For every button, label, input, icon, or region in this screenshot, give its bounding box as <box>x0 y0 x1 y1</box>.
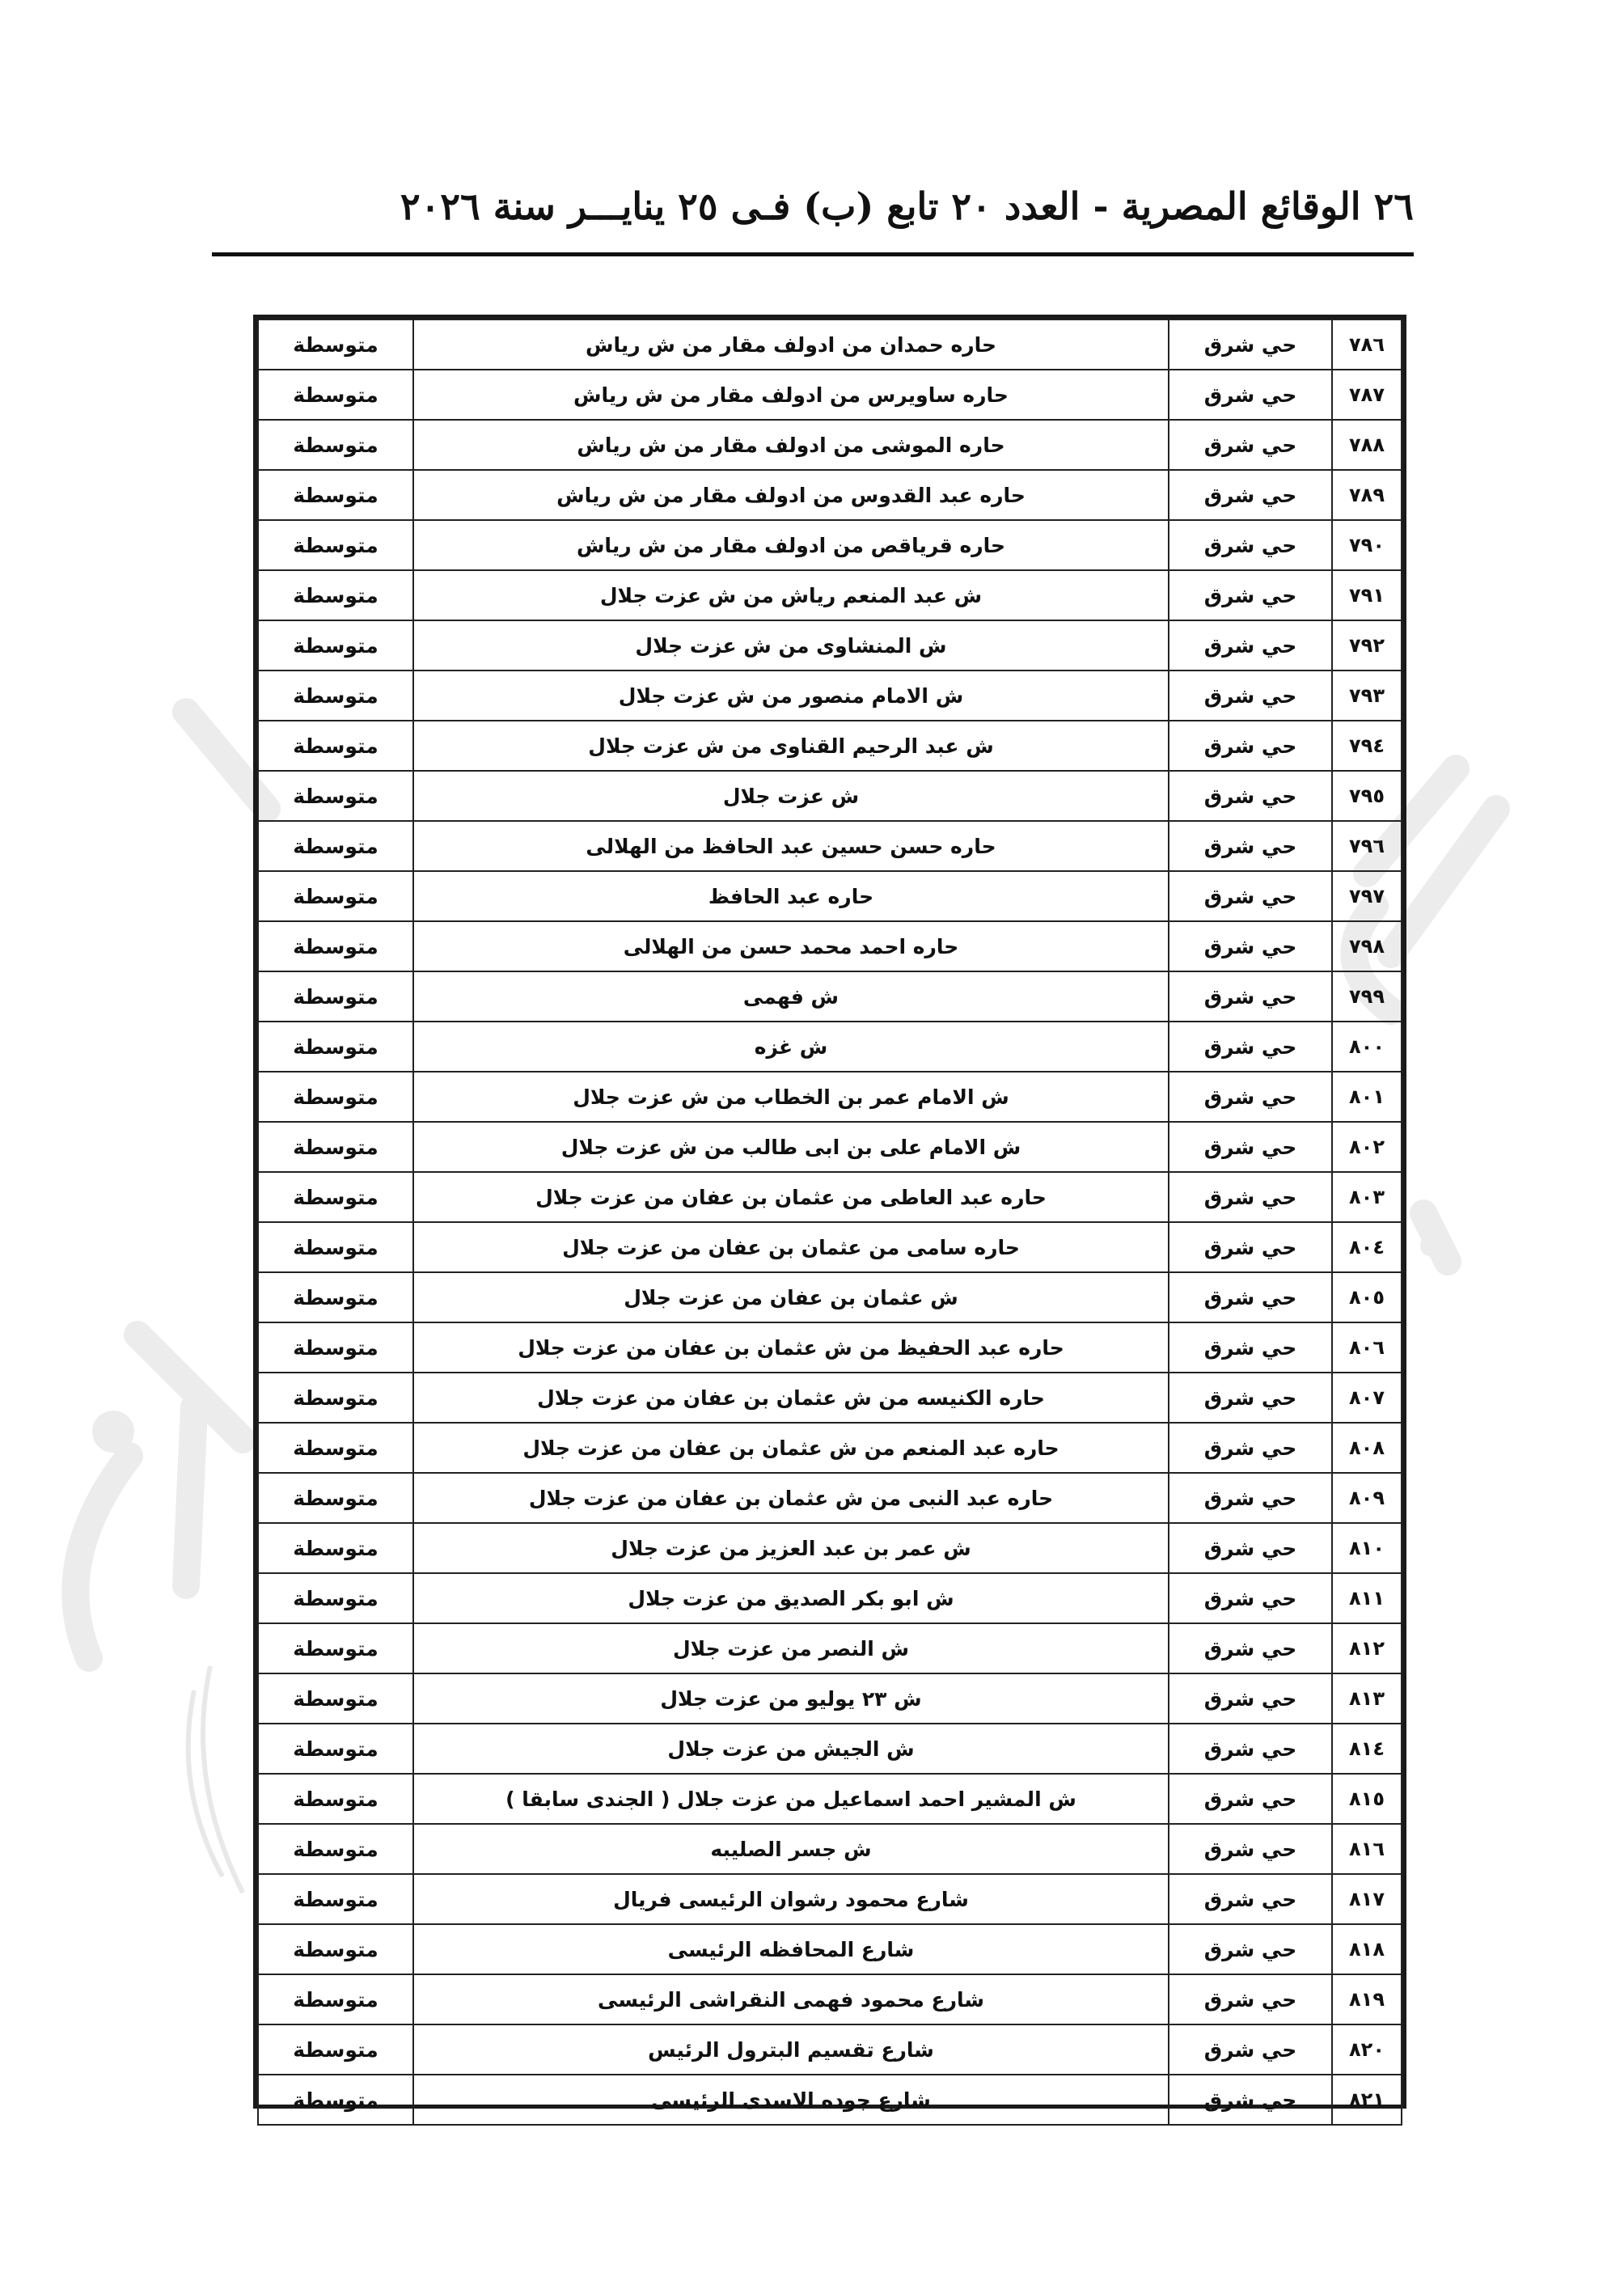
category-cell: متوسطة <box>258 871 413 921</box>
category-cell: متوسطة <box>258 1523 413 1573</box>
district-cell: حي شرق <box>1169 370 1332 420</box>
row-number: ٧٩٤ <box>1332 721 1402 771</box>
table-row <box>258 470 1402 520</box>
district-cell: حي شرق <box>1169 821 1332 871</box>
table-row <box>258 1072 1402 1122</box>
table-row <box>258 771 1402 821</box>
district-cell: حي شرق <box>1169 1774 1332 1824</box>
district-cell: حي شرق <box>1169 620 1332 671</box>
table-row <box>258 1222 1402 1272</box>
street-name-cell: حاره عبد النبى من ش عثمان بن عفان من عزت جلال <box>413 1473 1169 1523</box>
street-name-cell: شارع محمود رشوان الرئيسى فريال <box>413 1874 1169 1924</box>
category-cell: متوسطة <box>258 1373 413 1423</box>
street-name-cell: حاره عبد الحفيظ من ش عثمان بن عفان من عزت جلال <box>413 1322 1169 1373</box>
row-number: ٨٢٠ <box>1332 2024 1402 2075</box>
district-cell: حي شرق <box>1169 1974 1332 2024</box>
category-cell: متوسطة <box>258 1924 413 1974</box>
table-row <box>258 620 1402 671</box>
street-name-cell: ش جسر الصليبه <box>413 1824 1169 1874</box>
district-cell: حي شرق <box>1169 570 1332 620</box>
district-cell: حي شرق <box>1169 721 1332 771</box>
table-row <box>258 1874 1402 1924</box>
category-cell: متوسطة <box>258 1673 413 1724</box>
row-number: ٨٠٥ <box>1332 1272 1402 1322</box>
street-name-cell: حاره قرياقص من ادولف مقار من ش رياش <box>413 520 1169 570</box>
street-name-cell: حاره الكنيسه من ش عثمان بن عفان من عزت جلال <box>413 1373 1169 1423</box>
row-number: ٨٢١ <box>1332 2075 1402 2125</box>
row-number: ٨١٩ <box>1332 1974 1402 2024</box>
table-row <box>258 1322 1402 1373</box>
street-name-cell: ش عثمان بن عفان من عزت جلال <box>413 1272 1169 1322</box>
row-number: ٧٩٨ <box>1332 921 1402 971</box>
row-number: ٧٨٧ <box>1332 370 1402 420</box>
table-row <box>258 1623 1402 1673</box>
street-name-cell: ش النصر من عزت جلال <box>413 1623 1169 1673</box>
category-cell: متوسطة <box>258 1724 413 1774</box>
table-row <box>258 1724 1402 1774</box>
district-cell: حي شرق <box>1169 520 1332 570</box>
street-name-cell: حاره عبد المنعم من ش عثمان بن عفان من عزت جلال <box>413 1423 1169 1473</box>
category-cell: متوسطة <box>258 370 413 420</box>
district-cell: حي شرق <box>1169 1072 1332 1122</box>
category-cell: متوسطة <box>258 1172 413 1222</box>
category-cell: متوسطة <box>258 1473 413 1523</box>
category-cell: متوسطة <box>258 921 413 971</box>
row-number: ٨٠٩ <box>1332 1473 1402 1523</box>
street-name-cell: ش غزه <box>413 1022 1169 1072</box>
street-name-cell: حاره عبد القدوس من ادولف مقار من ش رياش <box>413 470 1169 520</box>
street-name-cell: شارع تقسيم البترول الرئيس <box>413 2024 1169 2075</box>
table-row <box>258 1473 1402 1523</box>
category-cell: متوسطة <box>258 1774 413 1824</box>
row-number: ٨٠٨ <box>1332 1423 1402 1473</box>
table-row <box>258 520 1402 570</box>
district-cell: حي شرق <box>1169 470 1332 520</box>
table-row <box>258 1974 1402 2024</box>
district-cell: حي شرق <box>1169 1724 1332 1774</box>
district-cell: حي شرق <box>1169 1423 1332 1473</box>
street-name-cell: شارع محمود فهمى النقراشى الرئيسى <box>413 1974 1169 2024</box>
category-cell: متوسطة <box>258 520 413 570</box>
table-row <box>258 1774 1402 1824</box>
category-cell: متوسطة <box>258 1423 413 1473</box>
street-name-cell: ش عزت جلال <box>413 771 1169 821</box>
street-name-cell: حاره عبد العاطى من عثمان بن عفان من عزت جلال <box>413 1172 1169 1222</box>
district-cell: حي شرق <box>1169 1623 1332 1673</box>
category-cell: متوسطة <box>258 1322 413 1373</box>
street-name-cell: ش الامام منصور من ش عزت جلال <box>413 671 1169 721</box>
district-cell: حي شرق <box>1169 2075 1332 2125</box>
category-cell: متوسطة <box>258 1974 413 2024</box>
street-name-cell: ش الجيش من عزت جلال <box>413 1724 1169 1774</box>
street-name-cell: ش الامام عمر بن الخطاب من ش عزت جلال <box>413 1072 1169 1122</box>
district-cell: حي شرق <box>1169 871 1332 921</box>
district-cell: حي شرق <box>1169 1022 1332 1072</box>
district-cell: حي شرق <box>1169 1322 1332 1373</box>
street-name-cell: ش عمر بن عبد العزيز من عزت جلال <box>413 1523 1169 1573</box>
district-cell: حي شرق <box>1169 1272 1332 1322</box>
row-number: ٧٩٧ <box>1332 871 1402 921</box>
category-cell: متوسطة <box>258 420 413 470</box>
row-number: ٧٨٩ <box>1332 470 1402 520</box>
table-row <box>258 370 1402 420</box>
district-cell: حي شرق <box>1169 1573 1332 1623</box>
district-cell: حي شرق <box>1169 1874 1332 1924</box>
table-row <box>258 971 1402 1022</box>
district-cell: حي شرق <box>1169 1172 1332 1222</box>
district-cell: حي شرق <box>1169 1824 1332 1874</box>
streets-table-frame <box>253 315 1406 2112</box>
category-cell: متوسطة <box>258 620 413 671</box>
category-cell: متوسطة <box>258 771 413 821</box>
district-cell: حي شرق <box>1169 1473 1332 1523</box>
category-cell: متوسطة <box>258 1272 413 1322</box>
district-cell: حي شرق <box>1169 420 1332 470</box>
row-number: ٨١٧ <box>1332 1874 1402 1924</box>
table-row <box>258 721 1402 771</box>
street-name-cell: ش المنشاوى من ش عزت جلال <box>413 620 1169 671</box>
category-cell: متوسطة <box>258 2075 413 2125</box>
street-name-cell: ش فهمى <box>413 971 1169 1022</box>
category-cell: متوسطة <box>258 319 413 370</box>
category-cell: متوسطة <box>258 671 413 721</box>
row-number: ٧٩٦ <box>1332 821 1402 871</box>
row-number: ٧٨٦ <box>1332 319 1402 370</box>
row-number: ٨١١ <box>1332 1573 1402 1623</box>
street-name-cell: ش ٢٣ يوليو من عزت جلال <box>413 1673 1169 1724</box>
category-cell: متوسطة <box>258 570 413 620</box>
row-number: ٨١٦ <box>1332 1824 1402 1874</box>
row-number: ٨٠٠ <box>1332 1022 1402 1072</box>
category-cell: متوسطة <box>258 1072 413 1122</box>
table-row <box>258 420 1402 470</box>
row-number: ٨١٣ <box>1332 1673 1402 1724</box>
table-row <box>258 1824 1402 1874</box>
category-cell: متوسطة <box>258 821 413 871</box>
table-row <box>258 570 1402 620</box>
category-cell: متوسطة <box>258 1122 413 1172</box>
row-number: ٧٩٥ <box>1332 771 1402 821</box>
streets-table <box>257 319 1402 2126</box>
row-number: ٧٩٢ <box>1332 620 1402 671</box>
district-cell: حي شرق <box>1169 1673 1332 1724</box>
page-header <box>212 176 1414 249</box>
table-row <box>258 1573 1402 1623</box>
table-row <box>258 921 1402 971</box>
street-name-cell: ش عبد الرحيم القناوى من ش عزت جلال <box>413 721 1169 771</box>
street-name-cell: ش عبد المنعم رياش من ش عزت جلال <box>413 570 1169 620</box>
category-cell: متوسطة <box>258 470 413 520</box>
street-name-cell: حاره حسن حسين عبد الحافظ من الهلالى <box>413 821 1169 871</box>
category-cell: متوسطة <box>258 1222 413 1272</box>
table-row <box>258 671 1402 721</box>
row-number: ٧٩٩ <box>1332 971 1402 1022</box>
street-name-cell: شارع المحافظه الرئيسى <box>413 1924 1169 1974</box>
district-cell: حي شرق <box>1169 1373 1332 1423</box>
table-row <box>258 1022 1402 1072</box>
table-row <box>258 821 1402 871</box>
row-number: ٨١٨ <box>1332 1924 1402 1974</box>
street-name-cell: ش الامام على بن ابى طالب من ش عزت جلال <box>413 1122 1169 1172</box>
district-cell: حي شرق <box>1169 671 1332 721</box>
table-row <box>258 871 1402 921</box>
category-cell: متوسطة <box>258 1022 413 1072</box>
category-cell: متوسطة <box>258 971 413 1022</box>
street-name-cell: حاره الموشى من ادولف مقار من ش رياش <box>413 420 1169 470</box>
category-cell: متوسطة <box>258 1824 413 1874</box>
row-number: ٧٩٠ <box>1332 520 1402 570</box>
table-row <box>258 1373 1402 1423</box>
table-row <box>258 1523 1402 1573</box>
table-row <box>258 1673 1402 1724</box>
street-name-cell: حاره سامى من عثمان بن عفان من عزت جلال <box>413 1222 1169 1272</box>
table-row <box>258 1172 1402 1222</box>
district-cell: حي شرق <box>1169 1122 1332 1172</box>
table-row <box>258 319 1402 370</box>
header-rule <box>212 252 1414 256</box>
row-number: ٨١٠ <box>1332 1523 1402 1573</box>
category-cell: متوسطة <box>258 1874 413 1924</box>
row-number: ٨١٥ <box>1332 1774 1402 1824</box>
district-cell: حي شرق <box>1169 1924 1332 1974</box>
district-cell: حي شرق <box>1169 1523 1332 1573</box>
district-cell: حي شرق <box>1169 1222 1332 1272</box>
table-row <box>258 1423 1402 1473</box>
row-number: ٨١٢ <box>1332 1623 1402 1673</box>
category-cell: متوسطة <box>258 721 413 771</box>
table-row <box>258 2075 1402 2125</box>
district-cell: حي شرق <box>1169 2024 1332 2075</box>
row-number: ٨١٤ <box>1332 1724 1402 1774</box>
street-name-cell: حاره حمدان من ادولف مقار من ش رياش <box>413 319 1169 370</box>
row-number: ٨٠٦ <box>1332 1322 1402 1373</box>
district-cell: حي شرق <box>1169 771 1332 821</box>
table-row <box>258 2024 1402 2075</box>
district-cell: حي شرق <box>1169 971 1332 1022</box>
row-number: ٨٠٣ <box>1332 1172 1402 1222</box>
row-number: ٧٨٨ <box>1332 420 1402 470</box>
district-cell: حي شرق <box>1169 921 1332 971</box>
category-cell: متوسطة <box>258 1623 413 1673</box>
street-name-cell: شارع جوده الاسدى الرئيسى <box>413 2075 1169 2125</box>
row-number: ٨٠١ <box>1332 1072 1402 1122</box>
header-title: ٢٦ الوقائع المصرية - العدد ٢٠ تابع (ب) فـى ٢٥ ينايـــر سنة ٢٠٢٦ <box>400 184 1414 228</box>
streets-table-body <box>258 319 1402 2125</box>
row-number: ٨٠٢ <box>1332 1122 1402 1172</box>
table-row <box>258 1924 1402 1974</box>
street-name-cell: حاره ساويرس من ادولف مقار من ش رياش <box>413 370 1169 420</box>
table-row <box>258 1272 1402 1322</box>
table-row <box>258 1122 1402 1172</box>
district-cell: حي شرق <box>1169 319 1332 370</box>
row-number: ٧٩١ <box>1332 570 1402 620</box>
street-name-cell: حاره عبد الحافظ <box>413 871 1169 921</box>
category-cell: متوسطة <box>258 2024 413 2075</box>
row-number: ٨٠٤ <box>1332 1222 1402 1272</box>
row-number: ٨٠٧ <box>1332 1373 1402 1423</box>
category-cell: متوسطة <box>258 1573 413 1623</box>
street-name-cell: حاره احمد محمد حسن من الهلالى <box>413 921 1169 971</box>
street-name-cell: ش المشير احمد اسماعيل من عزت جلال ( الجندى سابقا ) <box>413 1774 1169 1824</box>
street-name-cell: ش ابو بكر الصديق من عزت جلال <box>413 1573 1169 1623</box>
row-number: ٧٩٣ <box>1332 671 1402 721</box>
